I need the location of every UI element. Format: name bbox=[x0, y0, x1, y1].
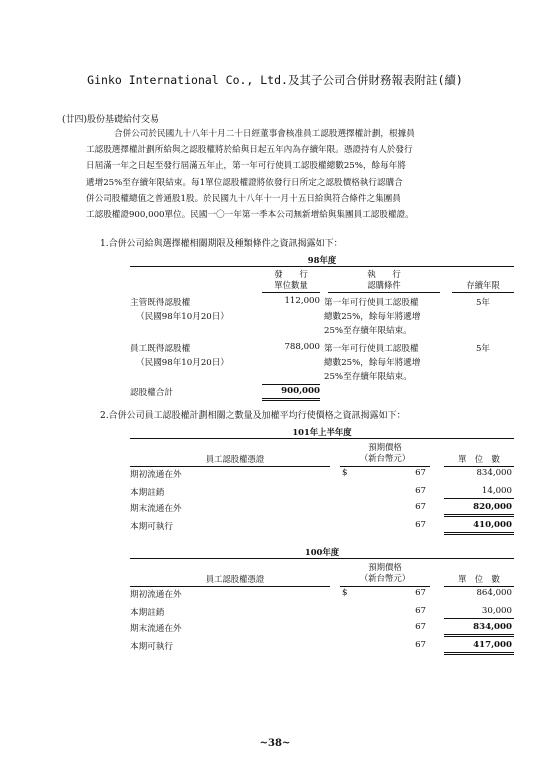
table2-col-label-rule bbox=[130, 466, 330, 467]
paragraph-line: 工認股選擇權計劃所給與之認股權將於給與日起五年內為存續年限。憑證持有人於發行 bbox=[86, 145, 413, 156]
table3-row1-price: 67 bbox=[415, 588, 426, 598]
table3-row2-units: 30,000 bbox=[481, 606, 512, 616]
table2-row1-price: 67 bbox=[415, 468, 426, 478]
table1-top-rule bbox=[130, 266, 514, 267]
paragraph-line: 工認股權證900,000單位。民國一〇一年第一季本公司無新增給與集團員工認股權證。 bbox=[86, 210, 414, 221]
table3-row3-units: 834,000 bbox=[473, 622, 512, 632]
table3-row3-price: 67 bbox=[415, 622, 426, 632]
table3-col-label: 員工認股權憑證 bbox=[205, 574, 265, 584]
table3-col-price bbox=[340, 562, 430, 584]
table3-row4-label: 本期可執行 bbox=[130, 642, 173, 652]
table2-row4-double-rule-1 bbox=[444, 532, 514, 533]
paragraph-line: 日屆滿一年之日起至發行屆滿五年止，第一年可行使員工認股權總數25%，餘每年將 bbox=[86, 161, 406, 172]
table1-row1-date: （民國98年10月20日） bbox=[136, 312, 229, 322]
table1-col-exec-rule bbox=[328, 292, 440, 293]
table2-row4-units: 410,000 bbox=[473, 520, 512, 530]
table2-row4-label: 本期可執行 bbox=[130, 522, 173, 532]
table2-col-label: 員工認股權憑證 bbox=[205, 454, 265, 464]
table1-row2-label: 員工既得認股權 bbox=[130, 344, 191, 354]
table3-col-units: 單 位 數 bbox=[458, 574, 500, 584]
table2-row2-label: 本期註銷 bbox=[130, 488, 165, 498]
page-header: Ginko International Co., Ltd.及其子公司合併財務報表附註(續) bbox=[87, 73, 463, 87]
table1-year: 98年度 bbox=[307, 255, 337, 265]
table3-row3-double-rule-1 bbox=[444, 634, 514, 635]
table2-top-rule bbox=[130, 438, 514, 439]
table3-col-price-rule bbox=[340, 586, 430, 587]
table2-year: 101年上半年度 bbox=[292, 427, 352, 437]
table3-row4-price: 67 bbox=[415, 640, 426, 650]
table3-row2-label: 本期註銷 bbox=[130, 608, 165, 618]
table1-row2-cond-3: 25%至存續年限結束。 bbox=[324, 372, 412, 382]
table3-row3-label: 期末流通在外 bbox=[130, 624, 182, 634]
table1-col-issue-line1: 發 行 bbox=[274, 269, 308, 279]
table2-row3-price: 67 bbox=[415, 502, 426, 512]
table3-col-price-line2: （新台幣元） bbox=[359, 573, 411, 583]
table2-row3-units: 820,000 bbox=[473, 502, 512, 512]
table1-row1-term: 5年 bbox=[475, 298, 491, 308]
table1-col-exec-line2: 認購條件 bbox=[367, 280, 401, 290]
paragraph-line: 合併公司於民國九十八年十月二十日經董事會核准員工認股選擇權計劃，根據員 bbox=[114, 129, 415, 139]
paragraph-line: 遞增25%至存續年限結束。每1單位認股權證將依發行日所定之認股價格執行認購合 bbox=[86, 177, 403, 188]
table2-row3-label: 期末流通在外 bbox=[130, 504, 182, 514]
table1-row2-qty: 788,000 bbox=[284, 342, 320, 352]
table2-col-price-line1: 預期價格 bbox=[368, 442, 402, 452]
subsection-2-title: 2.合併公司員工認股權計劃相關之數量及加權平均行使價格之資訊揭露如下： bbox=[100, 411, 406, 421]
table1-row1-cond-1: 第一年可行使員工認股權 bbox=[324, 298, 419, 308]
table3-row3-double-rule-2 bbox=[444, 636, 514, 637]
table2-row1-label: 期初流通在外 bbox=[130, 470, 182, 480]
page-number: ~38~ bbox=[259, 738, 291, 749]
table3-year: 100年度 bbox=[304, 547, 340, 557]
section-title: (廿四)股份基礎給付交易 bbox=[62, 115, 160, 125]
table2-col-price bbox=[340, 442, 430, 464]
table2-col-price-rule bbox=[340, 466, 430, 467]
table3-row1-label: 期初流通在外 bbox=[130, 590, 182, 600]
table1-row2-term: 5年 bbox=[475, 344, 491, 354]
table1-total-double-rule-1 bbox=[262, 398, 320, 399]
description-paragraph bbox=[86, 126, 520, 223]
table3-subtotal-rule bbox=[444, 618, 514, 619]
table2-row2-price: 67 bbox=[415, 486, 426, 496]
table1-col-term-rule bbox=[452, 292, 514, 293]
table3-currency: $ bbox=[342, 588, 348, 598]
table3-row4-double-rule-2 bbox=[444, 654, 514, 655]
table3-row2-price: 67 bbox=[415, 606, 426, 616]
table1-row2-cond-2: 總數25%，餘每年將遞增 bbox=[324, 358, 421, 368]
table3-top-rule bbox=[130, 558, 514, 559]
table1-col-term: 存續年限 bbox=[466, 280, 500, 290]
table2-col-price-line2: （新台幣元） bbox=[359, 453, 411, 463]
table3-row4-units: 417,000 bbox=[473, 640, 512, 650]
table1-row2-date: （民國98年10月20日） bbox=[136, 358, 229, 368]
table1-col-issue-rule bbox=[262, 292, 320, 293]
table2-currency: $ bbox=[342, 468, 348, 478]
table1-col-issue-line2: 單位數量 bbox=[274, 280, 308, 290]
table3-col-price-line1: 預期價格 bbox=[368, 562, 402, 572]
table2-row2-units: 14,000 bbox=[481, 486, 512, 496]
table2-col-units-rule bbox=[444, 466, 514, 467]
table1-col-exec bbox=[328, 269, 440, 291]
table2-row3-double-rule-2 bbox=[444, 516, 514, 517]
table1-row2-cond-1: 第一年可行使員工認股權 bbox=[324, 344, 419, 354]
table2-row3-double-rule-1 bbox=[444, 514, 514, 515]
table3-col-units-rule bbox=[444, 586, 514, 587]
table2-subtotal-rule bbox=[444, 498, 514, 499]
table1-row1-qty: 112,000 bbox=[284, 296, 320, 306]
table3-row4-double-rule-1 bbox=[444, 652, 514, 653]
table1-row1-label: 主管既得認股權 bbox=[130, 298, 191, 308]
table1-row1-cond-2: 總數25%，餘每年將遞增 bbox=[324, 312, 421, 322]
table2-row4-double-rule-2 bbox=[444, 534, 514, 535]
table3-col-label-rule bbox=[130, 586, 330, 587]
paragraph-line: 併公司股權總值之普通股1股。於民國九十八年十一月十五日給與符合條件之集團員 bbox=[86, 193, 401, 204]
table3-row1-units: 864,000 bbox=[476, 588, 512, 598]
table1-total-double-rule-2 bbox=[262, 400, 320, 401]
table1-total-label: 認股權合計 bbox=[130, 388, 173, 398]
table1-col-issue bbox=[262, 269, 320, 291]
table1-total-top-rule bbox=[262, 384, 320, 385]
table1-row1-cond-3: 25%至存續年限結束。 bbox=[324, 326, 412, 336]
table2-row1-units: 834,000 bbox=[476, 468, 512, 478]
table1-col-exec-line1: 執 行 bbox=[367, 269, 401, 279]
table1-total-value: 900,000 bbox=[281, 386, 320, 396]
subsection-1-title: 1.合併公司給與選擇權相關期限及種類條件之資訊揭露如下： bbox=[100, 239, 343, 249]
table2-row4-price: 67 bbox=[415, 520, 426, 530]
table2-col-units: 單 位 數 bbox=[458, 454, 500, 464]
